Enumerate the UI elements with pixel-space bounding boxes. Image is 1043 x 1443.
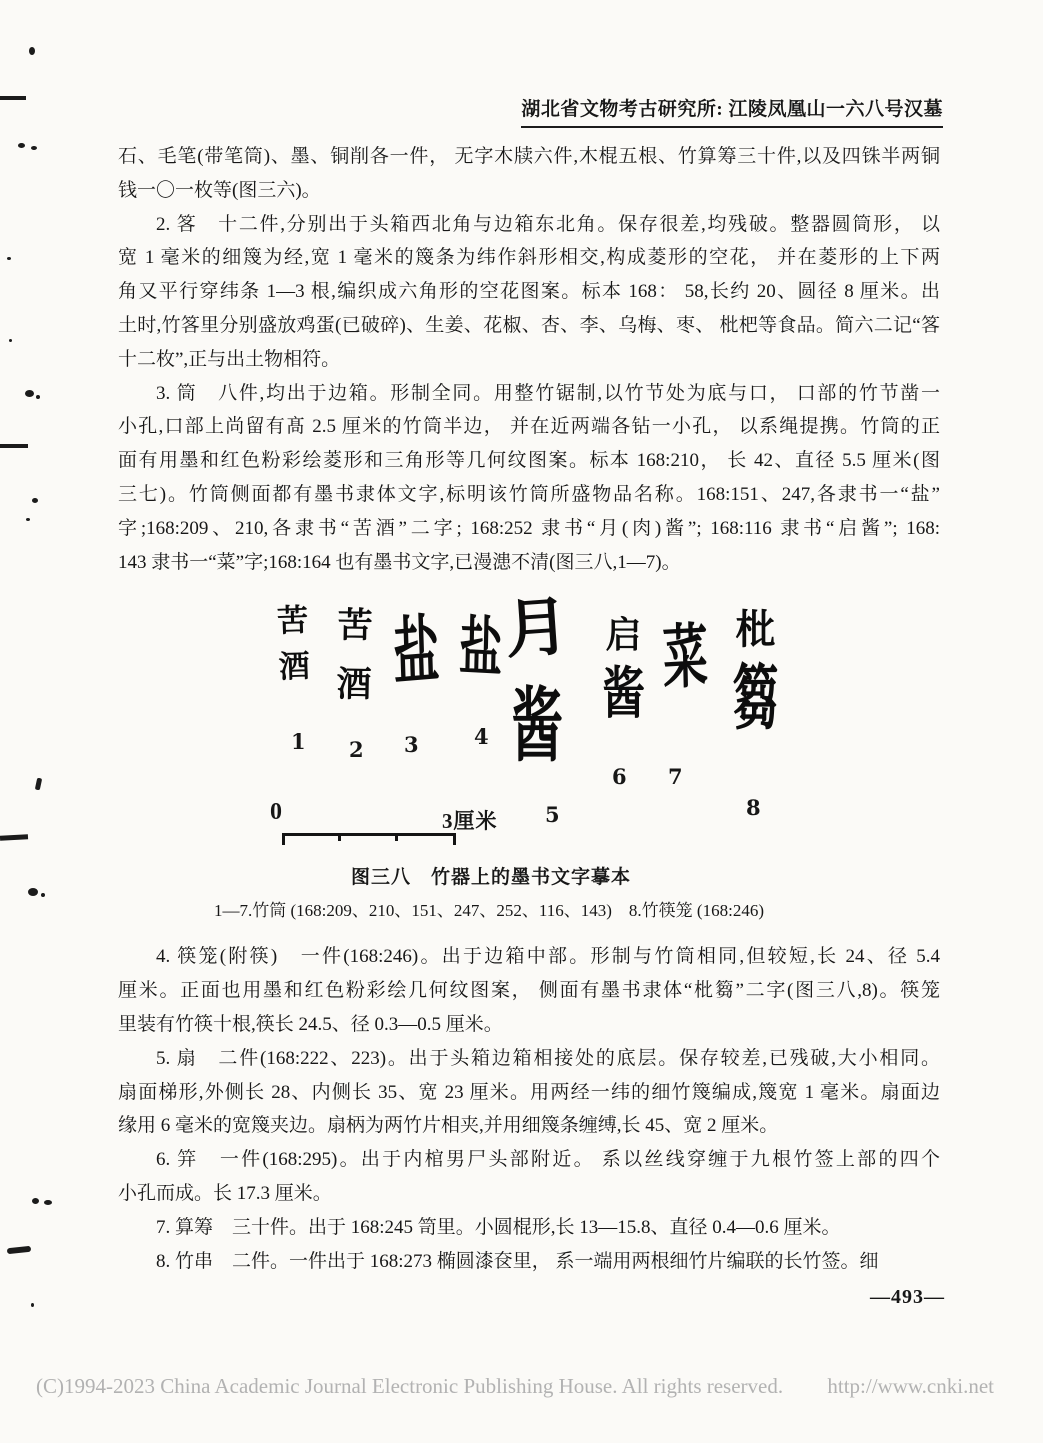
text-line: 4. 筷笼(附筷) 一件(168:246)。出于边箱中部。形制与竹筒相同,但较短,长 24、径 5.4 [156,946,940,968]
scale-tick [282,833,285,845]
ink-glyph: 启 [605,614,642,657]
text-line: 3. 筒 八件,均出于边箱。形制全同。用整竹锯制,以竹节处为底与口， 口部的竹节凿一 [156,382,940,404]
glyph-number: 7 [668,764,683,790]
scan-speck [7,1246,31,1254]
ink-glyph: 酱 [510,679,563,775]
text-block-bottom [118,940,940,1278]
scale-tick [453,833,456,845]
ink-glyph-column [602,614,645,728]
scan-speck [0,834,28,840]
copyright-text: (C)1994-2023 China Academic Journal Electronic Publishing House. All rights reserved. [36,1374,784,1398]
text-line: 8. 竹串 二件。一件出于 168:273 椭圆漆奁里， 系一端用两根细竹片编联的长竹签。细 [156,1250,879,1272]
scan-speck [28,888,38,896]
ink-glyph: 月 [502,589,572,669]
ink-glyph: 枇 [735,606,776,654]
scan-speck [29,47,35,55]
scan-speck [32,1198,39,1204]
ink-glyph-column [458,610,504,688]
scan-speck [26,518,30,521]
text-line: 宽 1 毫米的细篾为经,宽 1 毫米的篾条为纬作斜形相交,构成菱形的空花， 并在菱形的上下两 [118,247,940,269]
page-number: —493— [870,1286,945,1308]
scan-speck [35,778,42,791]
scale-tick [395,833,398,841]
scan-speck [31,1303,34,1307]
paragraph [118,1042,940,1143]
ink-glyph: 酒 [336,664,372,706]
figure-subcaption: 1—7.竹筒 (168:209、210、151、247、252、116、143) 8.竹筷笼 (168:246) [214,901,764,921]
scan-speck [7,257,11,260]
glyph-number: 4 [474,724,489,750]
paragraph [118,940,940,1041]
paragraph [118,208,940,377]
text-line: 7. 算筹 三十件。出于 168:245 笥里。小圆棍形,长 13—15.8、直径 0.4—0.6 厘米。 [156,1216,841,1238]
figure-caption: 图三八 竹器上的墨书文字摹本 [350,867,631,889]
scale-bar-zero-label: 0 [270,799,282,826]
scale-bar [282,833,456,836]
text-line: 143 隶书一“菜”字;168:164 也有墨书文字,已漫漶不清(图三八,1—7)。 [118,551,681,573]
glyph-number: 6 [612,764,627,790]
text-line: 里装有竹筷十根,筷长 24.5、径 0.3—0.5 厘米。 [118,1013,503,1035]
text-line: 面有用墨和红色粉彩绘菱形和三角形等几何纹图案。标本 168:210， 长 42、直径 5.5 厘米(图 [118,450,940,472]
ink-glyph-column [391,606,441,697]
glyph-number: 8 [746,795,761,821]
body-text [118,140,940,1278]
figure-38 [118,579,940,940]
ink-glyph: 苦 [276,602,309,640]
paragraph [118,377,940,580]
text-line: 5. 扇 二件(168:222、223)。出于头箱边箱相接处的底层。保存较差,已残破,大小相同。 [156,1047,940,1069]
ink-glyph: 酱 [602,662,645,728]
scale-bar-end-label: 3厘米 [442,809,498,834]
ink-glyph-column [661,614,709,700]
scan-speck [18,143,25,148]
text-line: 小孔而成。长 17.3 厘米。 [118,1182,332,1204]
glyph-number: 1 [291,729,306,755]
text-line: 扇面梯形,外侧长 28、内侧长 35、宽 23 厘米。用两经一纬的细竹篾编成,篾宽 1 毫米。扇面边 [118,1081,940,1103]
paragraph [118,1211,940,1245]
scan-speck [41,893,45,897]
ink-glyph: 酒 [278,648,311,686]
paragraph [118,1245,940,1279]
text-line: 石、毛笔(带笔筒)、墨、铜削各一件， 无字木牍六件,木棍五根、竹算筹三十件,以及四铢半两铜 [118,146,940,167]
glyph-number: 5 [545,802,560,828]
paragraph [118,1143,940,1211]
text-block-top [118,140,940,579]
scan-speck [0,444,28,448]
text-line: 钱一〇一枚等(图三六)。 [118,179,321,201]
watermark-footer [36,1374,994,1399]
ink-glyph: 盐 [391,606,441,697]
ink-glyph: 菜 [661,614,709,700]
scan-speck [9,339,12,342]
ink-glyph-column [502,589,572,775]
ink-glyph: 篘 [732,658,779,741]
text-line: 角又平行穿纬条 1—3 根,编织成六角形的空花图案。标本 168： 58,长约 20、圆径 8 厘米。出 [118,281,940,303]
ink-glyph-column [276,602,311,686]
text-line: 厘米。正面也用墨和红色粉彩绘几何纹图案， 侧面有墨书隶体“枇篘”二字(图三八,8)。筷笼 [118,980,940,1002]
scan-speck [25,390,34,397]
paragraph [118,140,940,208]
running-head: 湖北省文物考古研究所: 江陵凤凰山一六八号汉墓 [521,94,943,128]
ink-glyph-column [336,605,373,706]
text-line: 三七)。竹筒侧面都有墨书隶体文字,标明该竹筒所盛物品名称。168:151、247,各隶书一“盐” [118,483,940,505]
ink-glyph: 盐 [458,610,504,688]
scan-speck [31,146,37,150]
text-line: 6. 笄 一件(168:295)。出于内棺男尸头部附近。 系以丝线穿缠于九根竹签上部的四个 [156,1149,940,1171]
text-line: 2. 笿 十二件,分别出于头箱西北角与边箱东北角。保存很差,均残破。整器圆筒形， 以 [156,213,940,235]
text-line: 字;168:209、210,各隶书“苦酒”二字; 168:252 隶书“月(肉)酱”; 168:116 隶书“启酱”; 168: [118,517,940,539]
ink-glyph: 苦 [337,605,373,647]
scan-speck [0,96,26,100]
text-line: 小孔,口部上尚留有髙 2.5 厘米的竹筒半边， 并在近两端各钻一小孔， 以系绳提携。竹筒的正 [118,416,940,438]
scan-speck [32,498,38,503]
glyph-number: 3 [404,732,419,758]
ink-glyph-column [732,606,779,741]
scale-tick [338,833,341,841]
scan-speck [44,1200,52,1205]
glyph-number: 2 [349,737,364,763]
text-line: 土时,竹笿里分别盛放鸡蛋(已破碎)、生姜、花椒、杏、李、乌梅、枣、 枇杷等食品。简六二记“笿 [118,314,940,336]
text-line: 缘用 6 毫米的宽篾夹边。扇柄为两竹片相夹,并用细篾条缠缚,长 45、宽 2 厘米。 [118,1115,779,1137]
text-line: 十二枚”,正与出土物相符。 [118,348,341,370]
scan-speck [36,395,40,399]
cnki-url: http://www.cnki.net [827,1374,994,1398]
